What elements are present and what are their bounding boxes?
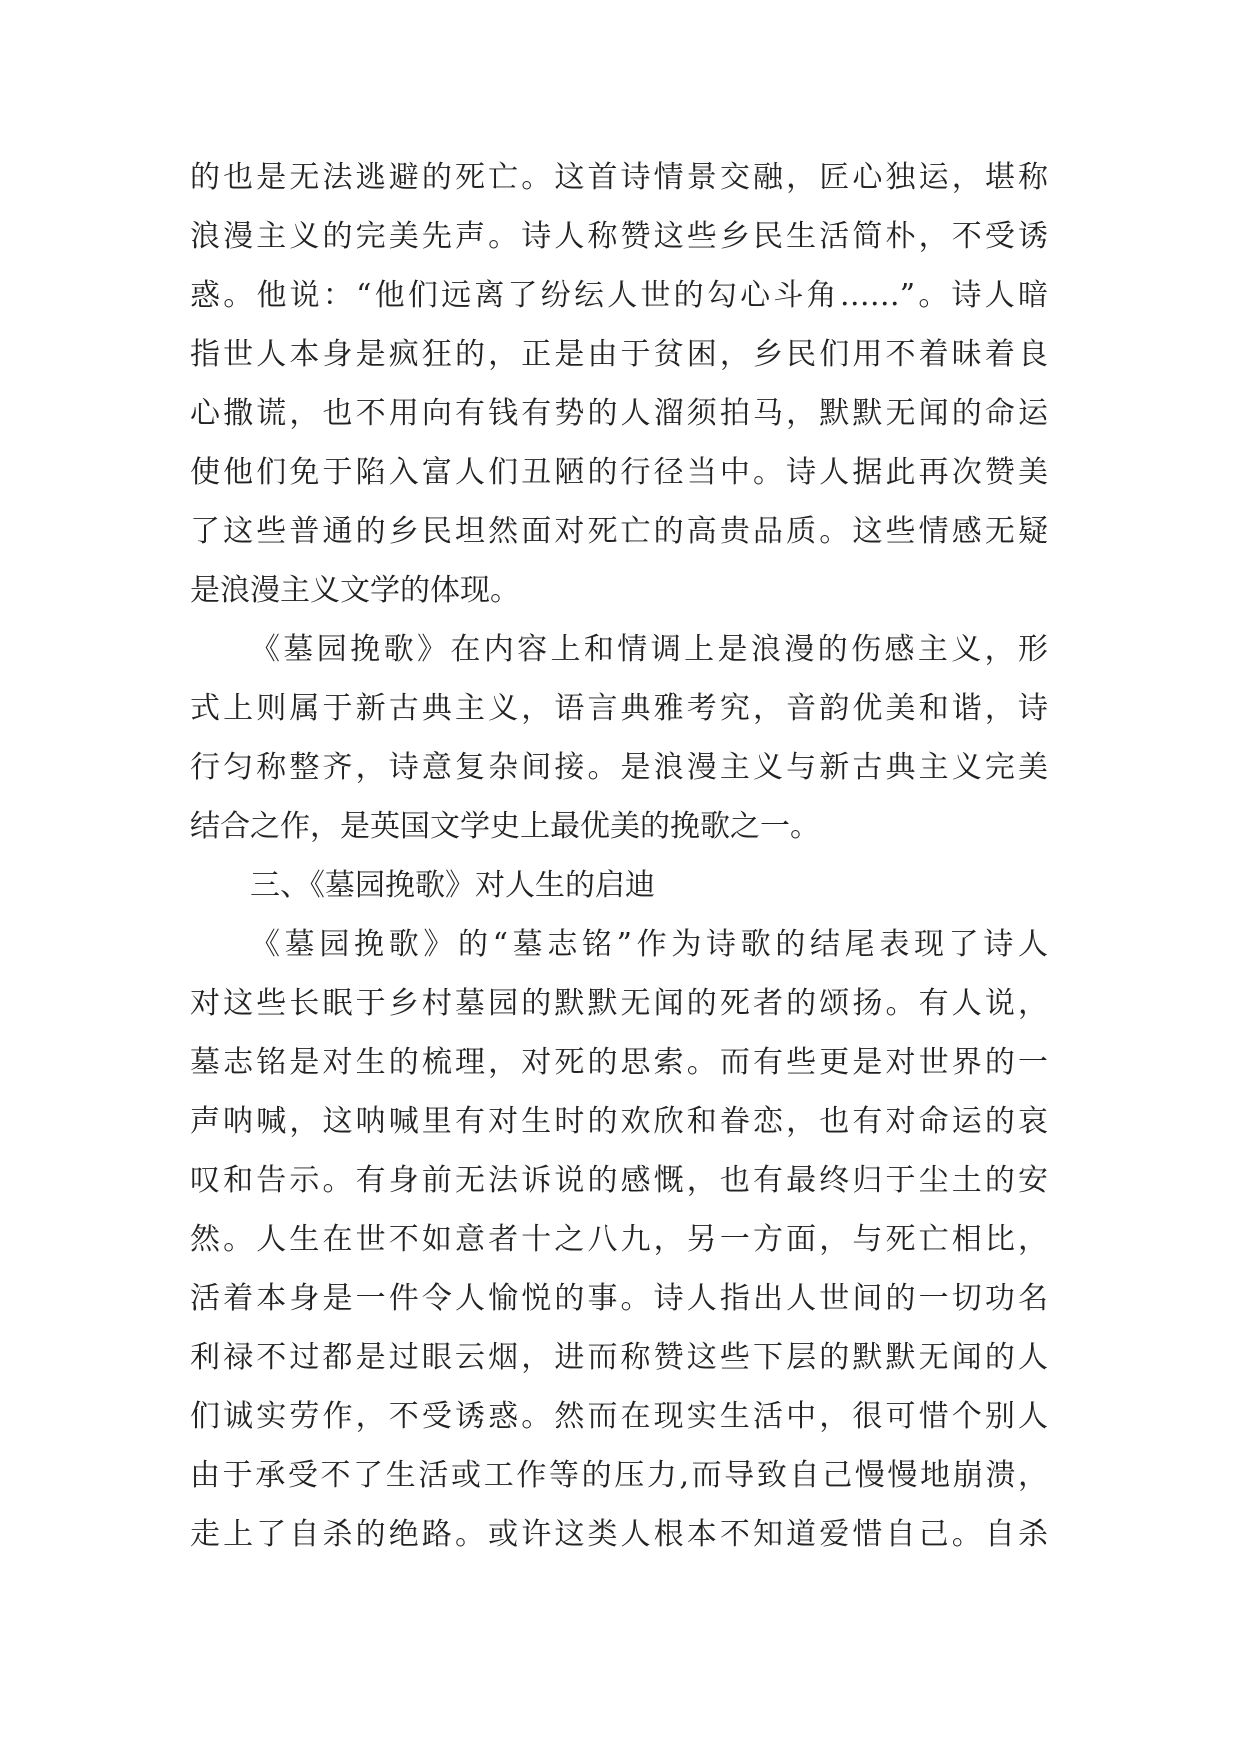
- text-line: 指世人本身是疯狂的，正是由于贫困，乡民们用不着昧着良: [190, 337, 1048, 372]
- text-line: 墓志铭是对生的梳理，对死的思索。而有些更是对世界的一: [190, 1045, 1048, 1080]
- text-line: 们诚实劳作，不受诱惑。然而在现实生活中，很可惜个别人: [190, 1399, 1048, 1434]
- document-body: [190, 148, 1048, 1564]
- text-line: 式上则属于新古典主义，语言典雅考究，音韵优美和谐，诗: [190, 691, 1048, 726]
- text-line: 惑。他说：“他们远离了纷纭人世的勾心斗角……”。诗人暗: [190, 278, 1048, 313]
- text-line: 三、《墓园挽歌》对人生的启迪: [250, 868, 655, 903]
- text-line: 活着本身是一件令人愉悦的事。诗人指出人世间的一切功名: [190, 1281, 1048, 1316]
- text-line: 利禄不过都是过眼云烟，进而称赞这些下层的默默无闻的人: [190, 1340, 1048, 1375]
- text-line: 叹和告示。有身前无法诉说的感慨，也有最终归于尘土的安: [190, 1163, 1048, 1198]
- text-line: 由于承受不了生活或工作等的压力,而导致自己慢慢地崩溃，: [190, 1458, 1048, 1493]
- text-line: 是浪漫主义文学的体现。: [190, 573, 520, 608]
- text-line: 然。人生在世不如意者十之八九，另一方面，与死亡相比，: [190, 1222, 1048, 1257]
- text-line: 使他们免于陷入富人们丑陋的行径当中。诗人据此再次赞美: [190, 455, 1048, 490]
- text-line: 走上了自杀的绝路。或许这类人根本不知道爱惜自己。自杀: [190, 1517, 1048, 1552]
- text-line: 心撒谎，也不用向有钱有势的人溜须拍马，默默无闻的命运: [190, 396, 1048, 431]
- text-line: 对这些长眠于乡村墓园的默默无闻的死者的颂扬。有人说，: [190, 986, 1048, 1021]
- text-line: 结合之作，是英国文学史上最优美的挽歌之一。: [190, 809, 820, 844]
- text-line: 行匀称整齐，诗意复杂间接。是浪漫主义与新古典主义完美: [190, 750, 1048, 785]
- text-line: 的也是无法逃避的死亡。这首诗情景交融，匠心独运，堪称: [190, 160, 1048, 195]
- text-line: 《墓园挽歌》的“墓志铭”作为诗歌的结尾表现了诗人: [250, 927, 1048, 962]
- text-line: 了这些普通的乡民坦然面对死亡的高贵品质。这些情感无疑: [190, 514, 1048, 549]
- text-line: 《墓园挽歌》在内容上和情调上是浪漫的伤感主义，形: [250, 632, 1048, 667]
- text-line: 浪漫主义的完美先声。诗人称赞这些乡民生活简朴，不受诱: [190, 219, 1048, 254]
- text-line: 声呐喊，这呐喊里有对生时的欢欣和眷恋，也有对命运的哀: [190, 1104, 1048, 1139]
